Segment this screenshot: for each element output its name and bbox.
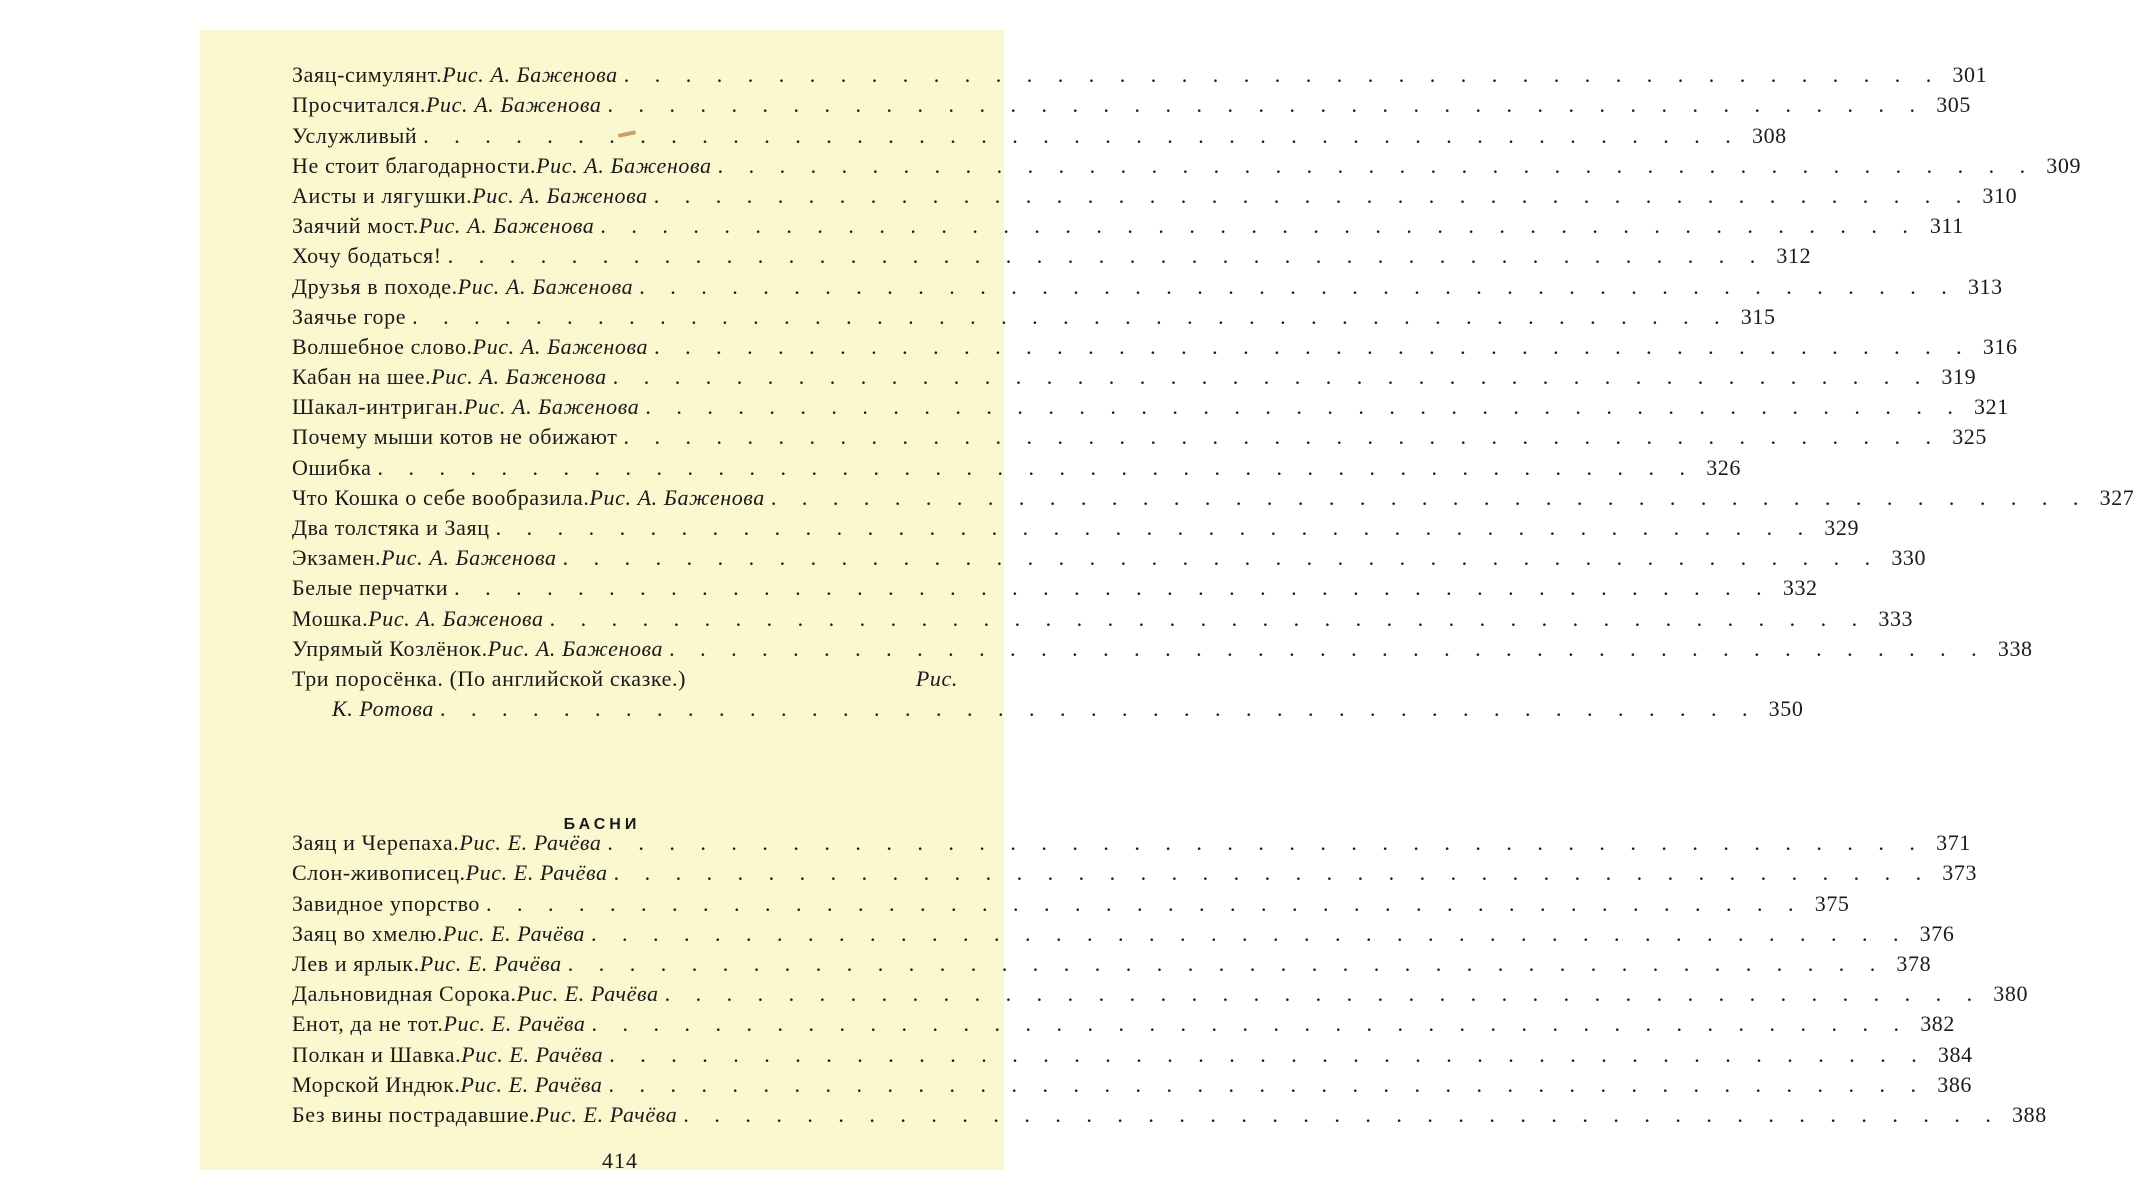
leader-dots: . . . . . . . . . . . . . . . . . . . . . . . . . . . . . . . . . . . . . . . . . . .	[639, 273, 1957, 299]
toc-entry-page: 371	[1936, 830, 1971, 856]
toc-entry-page: 382	[1920, 1011, 1955, 1037]
toc-entry	[292, 332, 2018, 362]
toc-entry-title: Экзамен.	[292, 545, 382, 571]
toc-entry-illustrator: Рис. Е. Рачёва	[443, 1011, 586, 1037]
toc-entry	[292, 513, 1860, 543]
toc-entry-page: 384	[1937, 1041, 1973, 1067]
toc-entry-page: 312	[1776, 243, 1812, 269]
toc-entry-page: 330	[1891, 545, 1927, 571]
toc-entry-page: 373	[1942, 860, 1978, 886]
toc-entry-title: Без вины пострадавшие.	[292, 1101, 536, 1127]
toc-entry-page: 380	[1993, 981, 2029, 1007]
contents-list-stories	[292, 60, 2134, 724]
toc-entry-illustrator: Рис. А. Баженова	[368, 605, 544, 631]
toc-entry	[292, 362, 1977, 392]
toc-entry-title: Шакал-интриган.	[292, 394, 464, 420]
toc-entry-illustrator: Рис. А. Баженова	[463, 394, 640, 420]
toc-entry	[292, 452, 1742, 482]
toc-entry	[292, 949, 1932, 979]
toc-entry-illustrator: Рис. А. Баженова	[472, 333, 649, 359]
contents-list-fables	[292, 828, 2047, 1130]
leader-dots: . . . . . . . . . . . . . . . . . . . . . . . . . . . . . . . . . . . . . . . . . . .	[600, 213, 1918, 239]
toc-entry-illustrator: К. Ротова	[332, 696, 434, 722]
toc-entry	[292, 211, 1964, 241]
leader-dots: . . . . . . . . . . . . . . . . . . . . . . . . . . . . . . . . . . . . . . . . . . .	[645, 394, 1963, 420]
toc-entry-title: Что Кошка о себе вообразила.	[292, 484, 590, 510]
toc-entry-page: 308	[1751, 122, 1787, 148]
toc-entry	[292, 1100, 2047, 1130]
toc-entry-title: Завидное упорство	[292, 890, 481, 916]
toc-entry-title: Заяц во хмелю.	[292, 920, 443, 946]
leader-dots: . . . . . . . . . . . . . . . . . . . . . . . . . . . . . . . . . . . . . . . . . . .	[591, 1011, 1909, 1037]
toc-entry-title: Кабан на шее.	[292, 364, 432, 390]
toc-entry-page: 376	[1919, 920, 1955, 946]
toc-entry-title: Три поросёнка. (По английской сказке.)	[292, 665, 687, 691]
toc-entry-title: Дальновидная Сорока.	[292, 981, 517, 1007]
toc-entry-page: 386	[1937, 1071, 1973, 1097]
toc-entry-page: 315	[1740, 303, 1776, 329]
toc-entry-page: 321	[1974, 394, 2009, 420]
toc-entry-illustrator: Рис. А. Баженова	[431, 364, 607, 390]
toc-entry-page: 388	[2012, 1101, 2047, 1127]
leader-dots: . . . . . . . . . . . . . . . . . . . . . . . . . . . . . . . . . . . . . . . . . . .	[567, 950, 1886, 976]
toc-entry-title: Заячье горе	[292, 303, 407, 329]
toc-entry-title: Заяц и Черепаха.	[292, 830, 460, 856]
toc-entry-illustrator: Рис. Е. Рачёва	[459, 830, 602, 856]
toc-entry	[292, 120, 1787, 150]
toc-entry-illustrator: Рис. А. Баженова	[381, 545, 557, 571]
toc-entry	[292, 979, 2029, 1009]
section-heading: БАСНИ	[563, 816, 641, 833]
toc-entry-page: 329	[1824, 515, 1860, 540]
leader-dots: . . . . . . . . . . . . . . . . . . . . . . . . . . . . . . . . . . . . . . . . . . .	[423, 122, 1741, 148]
toc-entry-illustrator: Рис. А. Баженова	[442, 62, 618, 88]
toc-entry-illustrator: Рис. А. Баженова	[426, 92, 602, 118]
toc-entry-illustrator: Рис. Е. Рачёва	[419, 950, 562, 976]
toc-entry	[292, 181, 2018, 211]
leader-dots: . . . . . . . . . . . . . . . . . . . . . . . . . . . . . . . . . . . . . . . . . . .	[683, 1101, 2001, 1127]
toc-entry-page: 327	[2099, 484, 2134, 510]
toc-entry-page: 305	[1936, 92, 1971, 118]
page-number: 414	[602, 1148, 638, 1173]
leader-dots: . . . . . . . . . . . . . . . . . . . . . . . . . . . . . . . . . . . . . . . . . . .	[664, 981, 1983, 1007]
toc-entry-illustrator: Рис.	[915, 665, 958, 691]
toc-entry-title: Два толстяка и Заяц	[292, 515, 490, 540]
toc-entry-title: Волшебное слово.	[292, 333, 473, 359]
leader-dots: . . . . . . . . . . . . . . . . . . . . . . . . . . . . . . . . . . . . . . . . . . .	[609, 1041, 1927, 1067]
toc-entry-illustrator: Рис. Е. Рачёва	[442, 920, 585, 946]
toc-entry	[292, 603, 1914, 633]
leader-dots: . . . . . . . . . . . . . . . . . . . . . . . . . . . . . . . . . . . . . . . . . . .	[447, 243, 1766, 269]
leader-dots: . . . . . . . . . . . . . . . . . . . . . . . . . . . . . . . . . . . . . . . . . . .	[623, 62, 1942, 88]
toc-entry-title: Почему мыши котов не обижают	[292, 424, 618, 450]
toc-entry-illustrator: Рис. А. Баженова	[418, 213, 595, 239]
leader-dots: . . . . . . . . . . . . . . . . . . . . . . . . . . . . . . . . . . . . . . . . . . .	[439, 696, 1758, 722]
toc-entry-page: 311	[1929, 213, 1964, 239]
toc-entry-title: Мошка.	[292, 605, 369, 631]
toc-entry-page: 313	[1967, 273, 2003, 299]
toc-entry-title: Заячий мост.	[292, 213, 419, 239]
toc-entry-page: 309	[2046, 152, 2082, 178]
leader-dots: . . . . . . . . . . . . . . . . . . . . . . . . . . . . . . . . . . . . . . . . . . .	[717, 152, 2036, 178]
leader-dots: . . . . . . . . . . . . . . . . . . . . . . . . . . . . . . . . . . . . . . . . . . .	[377, 454, 1696, 480]
toc-entry-page: 319	[1941, 364, 1977, 390]
leader-dots: . . . . . . . . . . . . . . . . . . . . . . . . . . . . . . . . . . . . . . . . . . .	[590, 920, 1909, 946]
toc-entry-title: Упрямый Козлёнок.	[292, 635, 488, 661]
toc-entry	[292, 271, 2003, 301]
toc-entry-illustrator: Рис. А. Баженова	[589, 484, 765, 510]
toc-entry-page: 325	[1952, 424, 1988, 450]
leader-dots: . . . . . . . . . . . . . . . . . . . . . . . . . . . . . . . . . . . . . . . . . . .	[608, 1071, 1927, 1097]
toc-entry	[292, 858, 1978, 888]
leader-dots: . . . . . . . . . . . . . . . . . . . . . . . . . . . . . . . . . . . . . . . . . . .	[770, 484, 2089, 510]
toc-entry-page: 310	[1982, 182, 2018, 208]
toc-entry-illustrator: Рис. Е. Рачёва	[535, 1101, 678, 1127]
toc-entry	[292, 888, 1850, 918]
toc-entry	[292, 573, 1818, 603]
toc-entry	[292, 828, 1971, 858]
leader-dots: . . . . . . . . . . . . . . . . . . . . . . . . . . . . . . . . . . . . . . . . . . .	[623, 424, 1942, 450]
toc-entry	[292, 151, 2082, 181]
leader-dots: . . . . . . . . . . . . . . . . . . . . . . . . . . . . . . . . . . . . . . . . . . .	[562, 545, 1881, 571]
toc-entry	[292, 1070, 1973, 1100]
leader-dots: . . . . . . . . . . . . . . . . . . . . . . . . . . . . . . . . . . . . . . . . . . .	[607, 830, 1925, 856]
toc-entry-title: Слон-живописец.	[292, 860, 466, 886]
leader-dots: . . . . . . . . . . . . . . . . . . . . . . . . . . . . . . . . . . . . . . . . . . .	[454, 575, 1772, 601]
toc-entry-page: 333	[1878, 605, 1914, 631]
toc-entry	[292, 302, 1776, 332]
toc-entry-illustrator: Рис. Е. Рачёва	[465, 860, 608, 886]
toc-entry-page: 350	[1768, 696, 1804, 722]
toc-entry	[292, 422, 1988, 452]
toc-entry-page: 326	[1706, 454, 1742, 480]
leader-dots: . . . . . . . . . . . . . . . . . . . . . . . . . . . . . . . . . . . . . . . . . . .	[669, 635, 1987, 661]
toc-entry	[292, 634, 2033, 664]
toc-entry	[292, 392, 2009, 422]
toc-entry-title: Енот, да не тот.	[292, 1011, 444, 1037]
toc-entry	[292, 60, 1988, 90]
toc-entry-title: Лев и ярлык.	[292, 950, 420, 976]
toc-entry-illustrator: Рис. Е. Рачёва	[461, 1041, 604, 1067]
toc-entry-illustrator: Рис. Е. Рачёва	[460, 1071, 603, 1097]
toc-entry	[292, 241, 1812, 271]
toc-entry-page: 338	[1997, 635, 2033, 661]
toc-entry-page: 375	[1814, 890, 1850, 916]
toc-entry-title: Белые перчатки	[292, 575, 449, 601]
toc-entry-title: Морской Индюк.	[292, 1071, 461, 1097]
toc-entry-title: Друзья в походе.	[292, 273, 458, 299]
leader-dots: . . . . . . . . . . . . . . . . . . . . . . . . . . . . . . . . . . . . . . . . . . .	[495, 515, 1814, 540]
toc-entry-title: Услужливый	[292, 122, 418, 148]
book-page	[200, 30, 2134, 1173]
toc-entry-illustrator: Рис. А. Баженова	[487, 635, 664, 661]
toc-entry-page: 316	[1982, 333, 2018, 359]
toc-entry	[292, 483, 2134, 513]
leader-dots: . . . . . . . . . . . . . . . . . . . . . . . . . . . . . . . . . . . . . . . . . . .	[613, 860, 1932, 886]
toc-entry-illustrator: Рис. А. Баженова	[457, 273, 634, 299]
toc-entry	[292, 1009, 1955, 1039]
toc-entry-illustrator: Рис. А. Баженова	[472, 182, 648, 208]
toc-entry-title: Аисты и лягушки.	[292, 182, 473, 208]
toc-entry-page: 378	[1896, 950, 1932, 976]
leader-dots: . . . . . . . . . . . . . . . . . . . . . . . . . . . . . . . . . . . . . . . . . . .	[654, 333, 1972, 359]
toc-entry-title: Заяц-симулянт.	[292, 62, 443, 88]
toc-entry-multiline	[292, 664, 1804, 724]
toc-entry-title: Полкан и Шавка.	[292, 1041, 462, 1067]
leader-dots: . . . . . . . . . . . . . . . . . . . . . . . . . . . . . . . . . . . . . . . . . . .	[653, 182, 1972, 208]
toc-entry-title: Не стоит благодарности.	[292, 152, 537, 178]
leader-dots: . . . . . . . . . . . . . . . . . . . . . . . . . . . . . . . . . . . . . . . . . . .	[486, 890, 1804, 916]
toc-entry	[292, 543, 1927, 573]
toc-entry-title: Просчитался.	[292, 92, 427, 118]
leader-dots: . . . . . . . . . . . . . . . . . . . . . . . . . . . . . . . . . . . . . . . . . . .	[549, 605, 1868, 631]
toc-entry	[292, 90, 1971, 120]
leader-dots: . . . . . . . . . . . . . . . . . . . . . . . . . . . . . . . . . . . . . . . . . . .	[612, 364, 1931, 390]
toc-entry-illustrator: Рис. А. Баженова	[536, 152, 712, 178]
toc-entry-page: 332	[1782, 575, 1818, 601]
leader-dots: . . . . . . . . . . . . . . . . . . . . . . . . . . . . . . . . . . . . . . . . . . .	[607, 92, 1925, 118]
leader-dots: . . . . . . . . . . . . . . . . . . . . . . . . . . . . . . . . . . . . . . . . . . .	[412, 303, 1730, 329]
toc-entry	[292, 1039, 1973, 1069]
toc-entry-title: Ошибка	[292, 454, 372, 480]
toc-entry-illustrator: Рис. Е. Рачёва	[516, 981, 659, 1007]
toc-entry-title: Хочу бодаться!	[292, 243, 442, 269]
toc-entry	[292, 919, 1955, 949]
toc-entry-page: 301	[1952, 62, 1988, 88]
